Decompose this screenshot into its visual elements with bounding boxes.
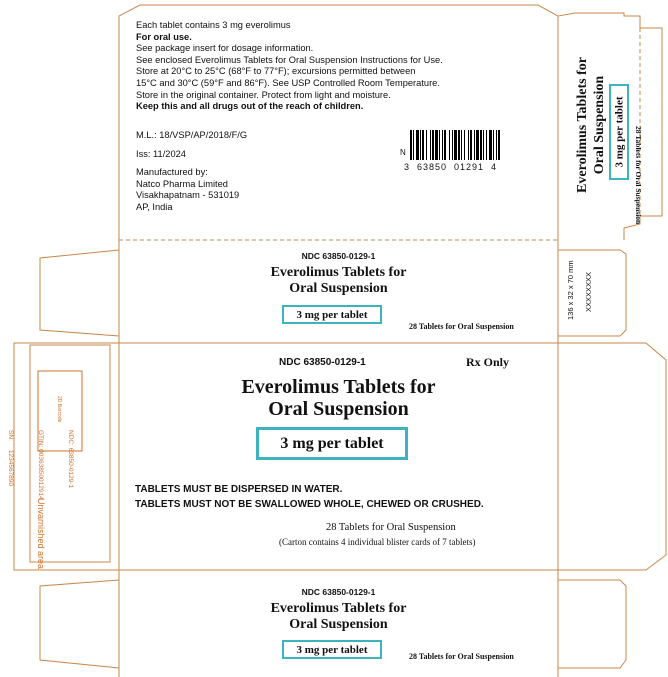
front-title-2: Oral Suspension bbox=[268, 398, 409, 420]
right-dust-flap-bottom bbox=[558, 580, 626, 668]
back-panel-text bbox=[136, 20, 536, 113]
bottom-flap-strength: 3 mg per tablet bbox=[296, 643, 368, 656]
unvarnished-area: Unvarnished area bbox=[36, 498, 46, 570]
left-side-gtin: GTIN: 00363850012914 bbox=[37, 430, 44, 500]
bottom-flap-title-2: Oral Suspension bbox=[289, 617, 388, 632]
left-side-box-label: 2D Barcode bbox=[56, 396, 62, 423]
warning-swallow: TABLETS MUST NOT BE SWALLOWED WHOLE, CHEWED OR CRUSHED. bbox=[135, 499, 484, 510]
right-side-title-1: Everolimus Tablets for bbox=[575, 57, 590, 193]
manufacturer-city: Visakhapatnam - 531019 bbox=[136, 190, 240, 201]
issue-date: Iss: 11/2024 bbox=[136, 149, 186, 159]
top-flap-strength: 3 mg per tablet bbox=[296, 308, 368, 321]
barcode-digits: 3 63850 01291 4 bbox=[404, 162, 498, 172]
storage-line-3: Store in the original container. Protect from light and moisture. bbox=[136, 89, 391, 100]
left-side-variable-data bbox=[0, 430, 95, 500]
right-side-strength: 3 mg per tablet bbox=[613, 96, 626, 168]
warning-dispersed: TABLETS MUST BE DISPERSED IN WATER. bbox=[135, 484, 343, 495]
oral-use-line: For oral use. bbox=[136, 31, 192, 42]
instructions-line: See enclosed Everolimus Tablets for Oral Suspension Instructions for Use. bbox=[136, 54, 443, 65]
bottom-flap-title-1: Everolimus Tablets for bbox=[270, 601, 407, 616]
left-dust-flap-top bbox=[40, 250, 119, 336]
manufacturer-state: AP, India bbox=[136, 201, 173, 212]
manufacturer-block bbox=[136, 167, 239, 213]
top-flap-code: XXXXXXXX bbox=[584, 271, 593, 312]
storage-line-2: 15°C and 30°C (59°F and 86°F). See USP Controlled Room Temperature. bbox=[136, 77, 440, 88]
manufacturer-name: Natco Pharma Limited bbox=[136, 178, 228, 189]
contents-line: Each tablet contains 3 mg everolimus bbox=[136, 20, 291, 30]
top-flap-title bbox=[119, 265, 558, 297]
rx-only: Rx Only bbox=[466, 355, 510, 369]
left-side-ndc: NDC: 63850-0129-1 bbox=[67, 430, 74, 489]
right-side-title-2: Oral Suspension bbox=[592, 75, 607, 175]
right-side-strength-box bbox=[609, 84, 629, 180]
front-title bbox=[119, 376, 558, 420]
top-flap-count: 28 Tablets for Oral Suspension bbox=[409, 322, 514, 331]
carton-contents: (Carton contains 4 individual blister cards of 7 tablets) bbox=[279, 537, 476, 547]
storage-line-1: Store at 20°C to 25°C (68°F to 77°F); excursions permitted between bbox=[136, 66, 416, 77]
bottom-flap-count: 28 Tablets for Oral Suspension bbox=[409, 652, 514, 661]
bottom-flap-ndc: NDC 63850-0129-1 bbox=[301, 587, 376, 597]
front-title-1: Everolimus Tablets for bbox=[241, 376, 436, 398]
right-glue-flap bbox=[558, 343, 666, 570]
top-flap-dims: 136 x 32 x 70 mm bbox=[566, 260, 575, 320]
front-strength-box bbox=[256, 427, 408, 460]
front-ndc: NDC 63850-0129-1 bbox=[279, 357, 366, 368]
left-side-sn: SN: 1234567890 bbox=[7, 430, 14, 487]
top-flap-strength-box bbox=[282, 305, 382, 324]
ml-number: M.L.: 18/VSP/AP/2018/F/G bbox=[136, 130, 248, 140]
manufacturer-label: Manufactured by: bbox=[136, 167, 208, 177]
top-flap-title-2: Oral Suspension bbox=[289, 281, 388, 296]
front-count: 28 Tablets for Oral Suspension bbox=[326, 522, 456, 533]
package-insert-line: See package insert for dosage information. bbox=[136, 43, 314, 54]
front-strength: 3 mg per tablet bbox=[280, 434, 384, 452]
left-dust-flap-bottom bbox=[40, 580, 119, 668]
bottom-flap-strength-box bbox=[282, 640, 382, 659]
right-side-title bbox=[574, 50, 608, 200]
barcode-prefix: N bbox=[400, 148, 406, 157]
bottom-flap-title bbox=[119, 601, 558, 633]
top-flap-title-1: Everolimus Tablets for bbox=[270, 265, 407, 280]
top-flap-ndc: NDC 63850-0129-1 bbox=[301, 251, 376, 261]
right-side-count: 28 Tablets for Oral Suspension bbox=[634, 126, 643, 225]
keep-away-line: Keep this and all drugs out of the reach of children. bbox=[136, 101, 364, 112]
